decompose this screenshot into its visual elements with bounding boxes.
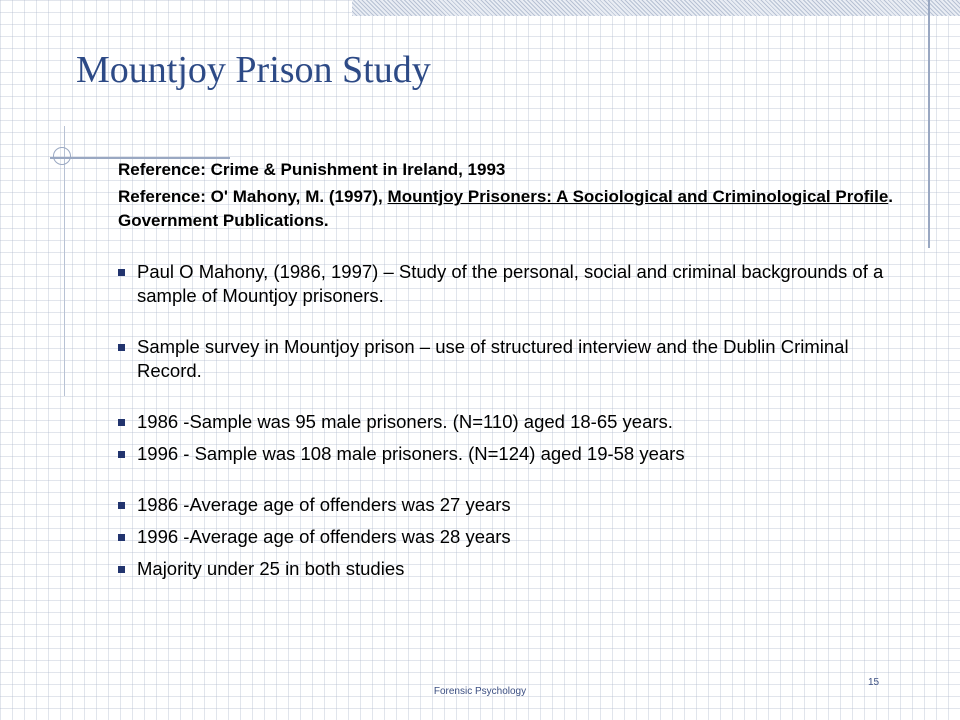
reference-2-book-title: Mountjoy Prisoners: A Sociological and Criminological Profile bbox=[387, 187, 889, 206]
bullet-item: 1996 -Average age of offenders was 28 years bbox=[118, 525, 893, 549]
bullet-item: Sample survey in Mountjoy prison – use of structured interview and the Dublin Criminal Record. bbox=[118, 335, 893, 383]
bullet-item: 1986 -Average age of offenders was 27 years bbox=[118, 493, 893, 517]
left-vertical-line bbox=[64, 126, 65, 396]
right-vertical-line bbox=[928, 0, 930, 248]
slide-title: Mountjoy Prison Study bbox=[76, 49, 431, 91]
bullet-list bbox=[118, 260, 893, 581]
reference-2-suffix: . Government Publications. bbox=[118, 187, 894, 230]
reference-1: Reference: Crime & Punishment in Ireland, 1993 bbox=[118, 160, 506, 179]
reference-2 bbox=[118, 185, 893, 233]
footer-text: Forensic Psychology bbox=[433, 686, 527, 697]
bullet-item: 1996 - Sample was 108 male prisoners. (N=124) aged 19-58 years bbox=[118, 442, 893, 466]
bullet-item: 1986 -Sample was 95 male prisoners. (N=110) aged 18-65 years. bbox=[118, 410, 893, 434]
page-number: 15 bbox=[868, 677, 880, 688]
bullet-item: Paul O Mahony, (1986, 1997) – Study of the personal, social and criminal backgrounds of a sample of Mountjoy prisoners. bbox=[118, 260, 893, 308]
circle-ornament bbox=[53, 147, 71, 165]
bullet-item: Majority under 25 in both studies bbox=[118, 557, 893, 581]
slide-content bbox=[118, 158, 893, 581]
top-hatched-band bbox=[352, 0, 960, 16]
reference-2-prefix: Reference: O' Mahony, M. (1997), bbox=[118, 187, 388, 206]
